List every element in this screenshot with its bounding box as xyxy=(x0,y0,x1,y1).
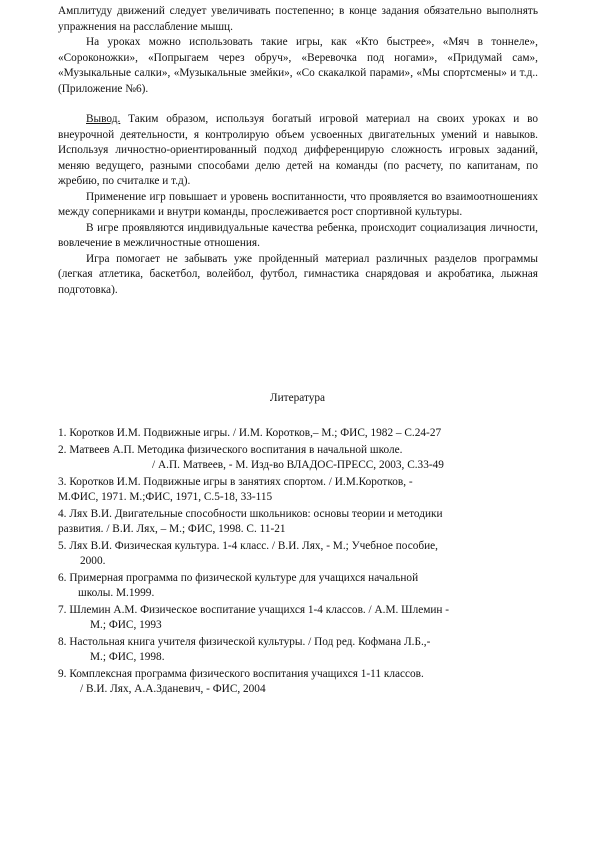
item-number: 1. xyxy=(58,427,67,439)
item-text-continued: 2000. xyxy=(80,555,106,567)
item-text-continued: М.ФИС, 1971. М.;ФИС, 1971, С.5-18, 33-115 xyxy=(58,491,273,503)
item-number: 8. xyxy=(58,636,67,648)
item-text: Коротков И.М. Подвижные игры. / И.М. Коротков,– М.; ФИС, 1982 – С.24-27 xyxy=(69,427,442,439)
paragraph-individual-qualities: В игре проявляются индивидуальные качества ребенка, происходит социализация личности, вовлечение в межличностные отношения. xyxy=(58,221,538,249)
item-text: Лях В.И. Физическая культура. 1-4 класс. / В.И. Лях, - М.; Учебное пособие, xyxy=(69,540,438,552)
item-text-continued: / В.И. Лях, А.А.Зданевич, - ФИС, 2004 xyxy=(80,683,266,695)
item-text: Матвеев А.П. Методика физического воспитания в начальной школе. xyxy=(69,444,403,456)
literature-item xyxy=(58,635,548,665)
paragraph-games-list: На уроках можно использовать такие игры, как «Кто быстрее», «Мяч в тоннеле», «Сороконожки», «Попрыгаем через обруч», «Веревочка под ногами», «Придумай сам», «Музыкальные салки», «Музыкальные змейки», «Со скакалкой парами», «Мы спортсмены» и т.д.. (Приложение №6). xyxy=(58,36,538,95)
literature-item xyxy=(58,603,548,633)
conclusion-text: Таким образом, используя богатый игровой материал на своих уроках и во внеурочной деятельности, я контролирую объем усвоенных двигательных умений и навыков. Используя личностно-ориентированный подход дифференцирую сложность игровых заданий, меняю ведущего, разными способами делю детей на команды (по расчету, по капитанам, по жребию, по считалке и т.д). xyxy=(58,113,538,187)
item-text: Настольная книга учителя физической культуры. / Под ред. Кофмана Л.Б.,- xyxy=(69,636,431,648)
item-number: 6. xyxy=(58,572,67,584)
item-text: Комплексная программа физического воспитания учащихся 1-11 классов. xyxy=(69,668,424,680)
item-text: Коротков И.М. Подвижные игры в занятиях спортом. / И.М.Коротков, - xyxy=(69,476,413,488)
literature-heading: Литература xyxy=(269,392,326,404)
paragraph-amplitude: Амплитуду движений следует увеличивать постепенно; в конце задания обязательно выполнять упражнения на расслабление мышц. xyxy=(58,5,538,33)
literature-item xyxy=(58,667,548,697)
literature-item xyxy=(58,443,548,473)
literature-item xyxy=(58,571,548,601)
literature-list xyxy=(58,426,548,699)
item-text-continued: школы. М.1999. xyxy=(78,587,155,599)
item-text-continued: / А.П. Матвеев, - М. Изд-во ВЛАДОС-ПРЕСС, 2003, С.33-49 xyxy=(152,459,444,471)
item-text-continued: М.; ФИС, 1998. xyxy=(90,651,165,663)
item-text-continued: М.; ФИС, 1993 xyxy=(90,619,162,631)
literature-item xyxy=(58,507,548,537)
item-text: Шлемин А.М. Физическое воспитание учащихся 1-4 классов. / А.М. Шлемин - xyxy=(69,604,450,616)
item-text: Лях В.И. Двигательные способности школьников: основы теории и методики xyxy=(69,508,443,520)
item-number: 2. xyxy=(58,444,67,456)
item-text: Примерная программа по физической культуре для учащихся начальной xyxy=(69,572,419,584)
body-text xyxy=(58,4,538,298)
paragraph-conclusion xyxy=(58,112,538,190)
item-number: 3. xyxy=(58,476,67,488)
literature-item xyxy=(58,475,548,505)
item-number: 4. xyxy=(58,508,67,520)
paragraph-upbringing: Применение игр повышает и уровень воспитанности, что проявляется во взаимоотношениях между соперниками и внутри команды, прослеживается рост спортивной культуры. xyxy=(58,190,538,218)
spacer xyxy=(58,97,538,112)
item-text-continued: развития. / В.И. Лях, – М.; ФИС, 1998. С. 11-21 xyxy=(58,523,286,535)
paragraph-program-review: Игра помогает не забывать уже пройденный материал различных разделов программы (легкая атлетика, баскетбол, волейбол, футбол, гимнастика снарядовая и акробатика, лыжная подготовка). xyxy=(58,252,538,296)
conclusion-label: Вывод. xyxy=(86,113,121,125)
literature-item xyxy=(58,539,548,569)
literature-item xyxy=(58,426,548,441)
item-number: 5. xyxy=(58,540,67,552)
item-number: 9. xyxy=(58,668,67,680)
item-number: 7. xyxy=(58,604,67,616)
